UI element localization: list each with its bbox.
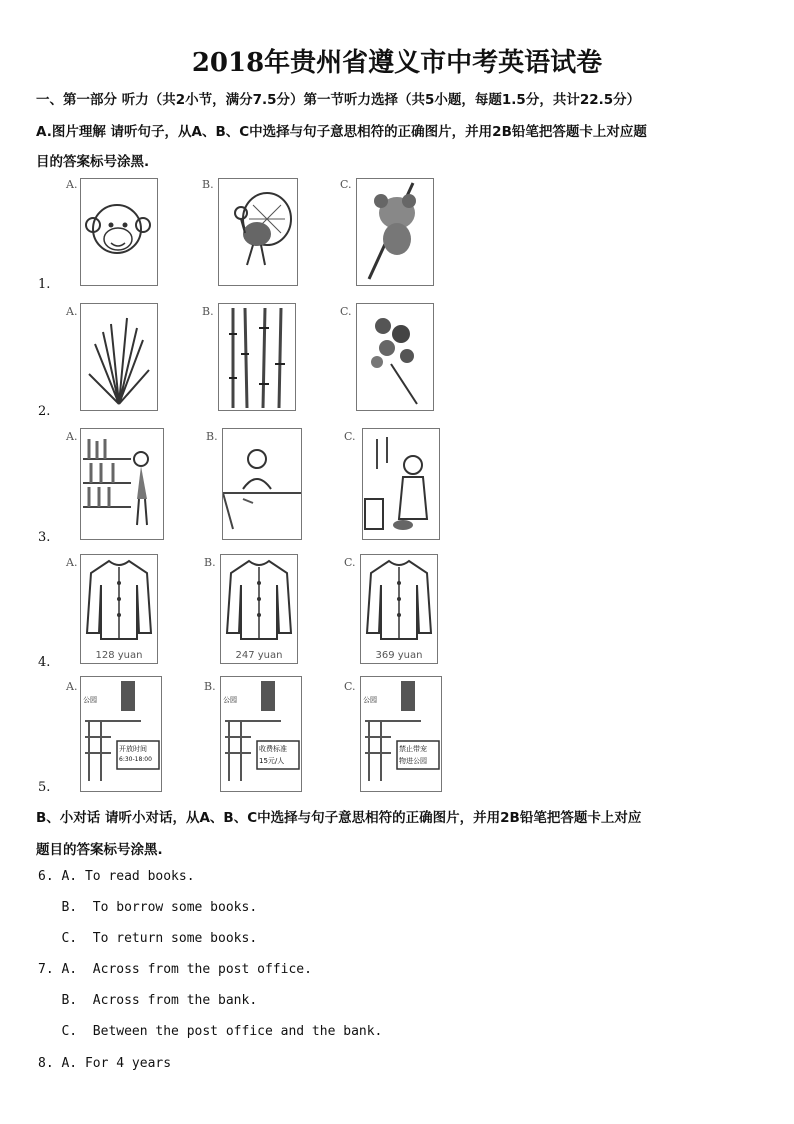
option-b-label: B. [202, 305, 214, 318]
sign-text: 公园 [223, 696, 237, 704]
question-number: 3. [38, 530, 51, 545]
option-a-label: A. [66, 556, 78, 569]
option-c-label: C. [344, 680, 356, 693]
monkey-picture[interactable] [80, 178, 158, 286]
sign-text: 禁止带宠 [399, 745, 427, 753]
park-sign-picture-b[interactable] [220, 676, 302, 792]
option-a-label: A. [66, 680, 78, 693]
section-a-instruction-line2: 目的答案标号涂黑. [36, 154, 150, 170]
price-caption: 369 yuan [375, 650, 423, 661]
koala-picture[interactable] [356, 178, 434, 286]
sign-text: 15元/人 [259, 757, 285, 765]
question-7-option-b[interactable]: B. Across from the bank. [38, 993, 258, 1008]
counter-girl-picture[interactable] [222, 428, 302, 540]
sign-text: 公园 [363, 696, 377, 704]
question-number: 1. [38, 277, 51, 292]
sign-text: 物进公园 [399, 757, 427, 765]
price-caption: 247 yuan [235, 650, 283, 661]
flowers-picture[interactable] [356, 303, 434, 411]
part1-heading: 一、第一部分 听力（共2小节，满分7.5分）第一节听力选择（共5小题，每题1.5分，共计22.5分） [36, 92, 641, 108]
option-a-label: A. [66, 305, 78, 318]
option-c-label: C. [340, 305, 352, 318]
question-number: 4. [38, 655, 51, 670]
option-b-label: B. [206, 430, 218, 443]
section-a-instruction-line1: A.图片理解 请听句子，从A、B、C中选择与句子意思相符的正确图片，并用2B铅笔把答题卡上对应题 [36, 124, 647, 140]
turkey-picture[interactable] [218, 178, 298, 286]
option-c-label: C. [340, 178, 352, 191]
question-7-option-c[interactable]: C. Between the post office and the bank. [38, 1024, 383, 1039]
section-b-instruction-line1: B、小对话 请听小对话，从A、B、C中选择与句子意思相符的正确图片，并用2B铅笔把答题卡上对应 [36, 810, 642, 826]
option-b-label: B. [204, 680, 216, 693]
coat-picture-c[interactable] [360, 554, 438, 664]
bookshelf-girl-picture[interactable] [80, 428, 164, 540]
coat-picture-a[interactable] [80, 554, 158, 664]
park-sign-picture-c[interactable] [360, 676, 442, 792]
sign-text: 开放时间 [119, 745, 147, 753]
sign-text: 收费标准 [259, 745, 287, 753]
coat-picture-b[interactable] [220, 554, 298, 664]
sign-text: 公园 [83, 696, 97, 704]
section-b-instruction-line2: 题目的答案标号涂黑. [36, 842, 163, 858]
question-number: 5. [38, 780, 51, 795]
option-c-label: C. [344, 430, 356, 443]
price-caption: 128 yuan [95, 650, 143, 661]
option-a-label: A. [66, 178, 78, 191]
option-c-label: C. [344, 556, 356, 569]
page-title: 2018年贵州省遵义市中考英语试卷 [191, 48, 603, 78]
question-8-option-a[interactable]: 8. A. For 4 years [38, 1056, 172, 1071]
question-6-option-b[interactable]: B. To borrow some books. [38, 900, 258, 915]
sign-text: 6:30-18:00 [119, 756, 152, 763]
bamboo-picture[interactable] [218, 303, 296, 411]
option-b-label: B. [204, 556, 216, 569]
question-number: 2. [38, 404, 51, 419]
question-7-option-a[interactable]: 7. A. Across from the post office. [38, 962, 312, 977]
park-sign-picture-a[interactable] [80, 676, 162, 792]
grass-picture[interactable] [80, 303, 158, 411]
option-a-label: A. [66, 430, 78, 443]
kitchen-girl-picture[interactable] [362, 428, 440, 540]
question-6-option-c[interactable]: C. To return some books. [38, 931, 258, 946]
option-b-label: B. [202, 178, 214, 191]
question-6-option-a[interactable]: 6. A. To read books. [38, 869, 195, 884]
